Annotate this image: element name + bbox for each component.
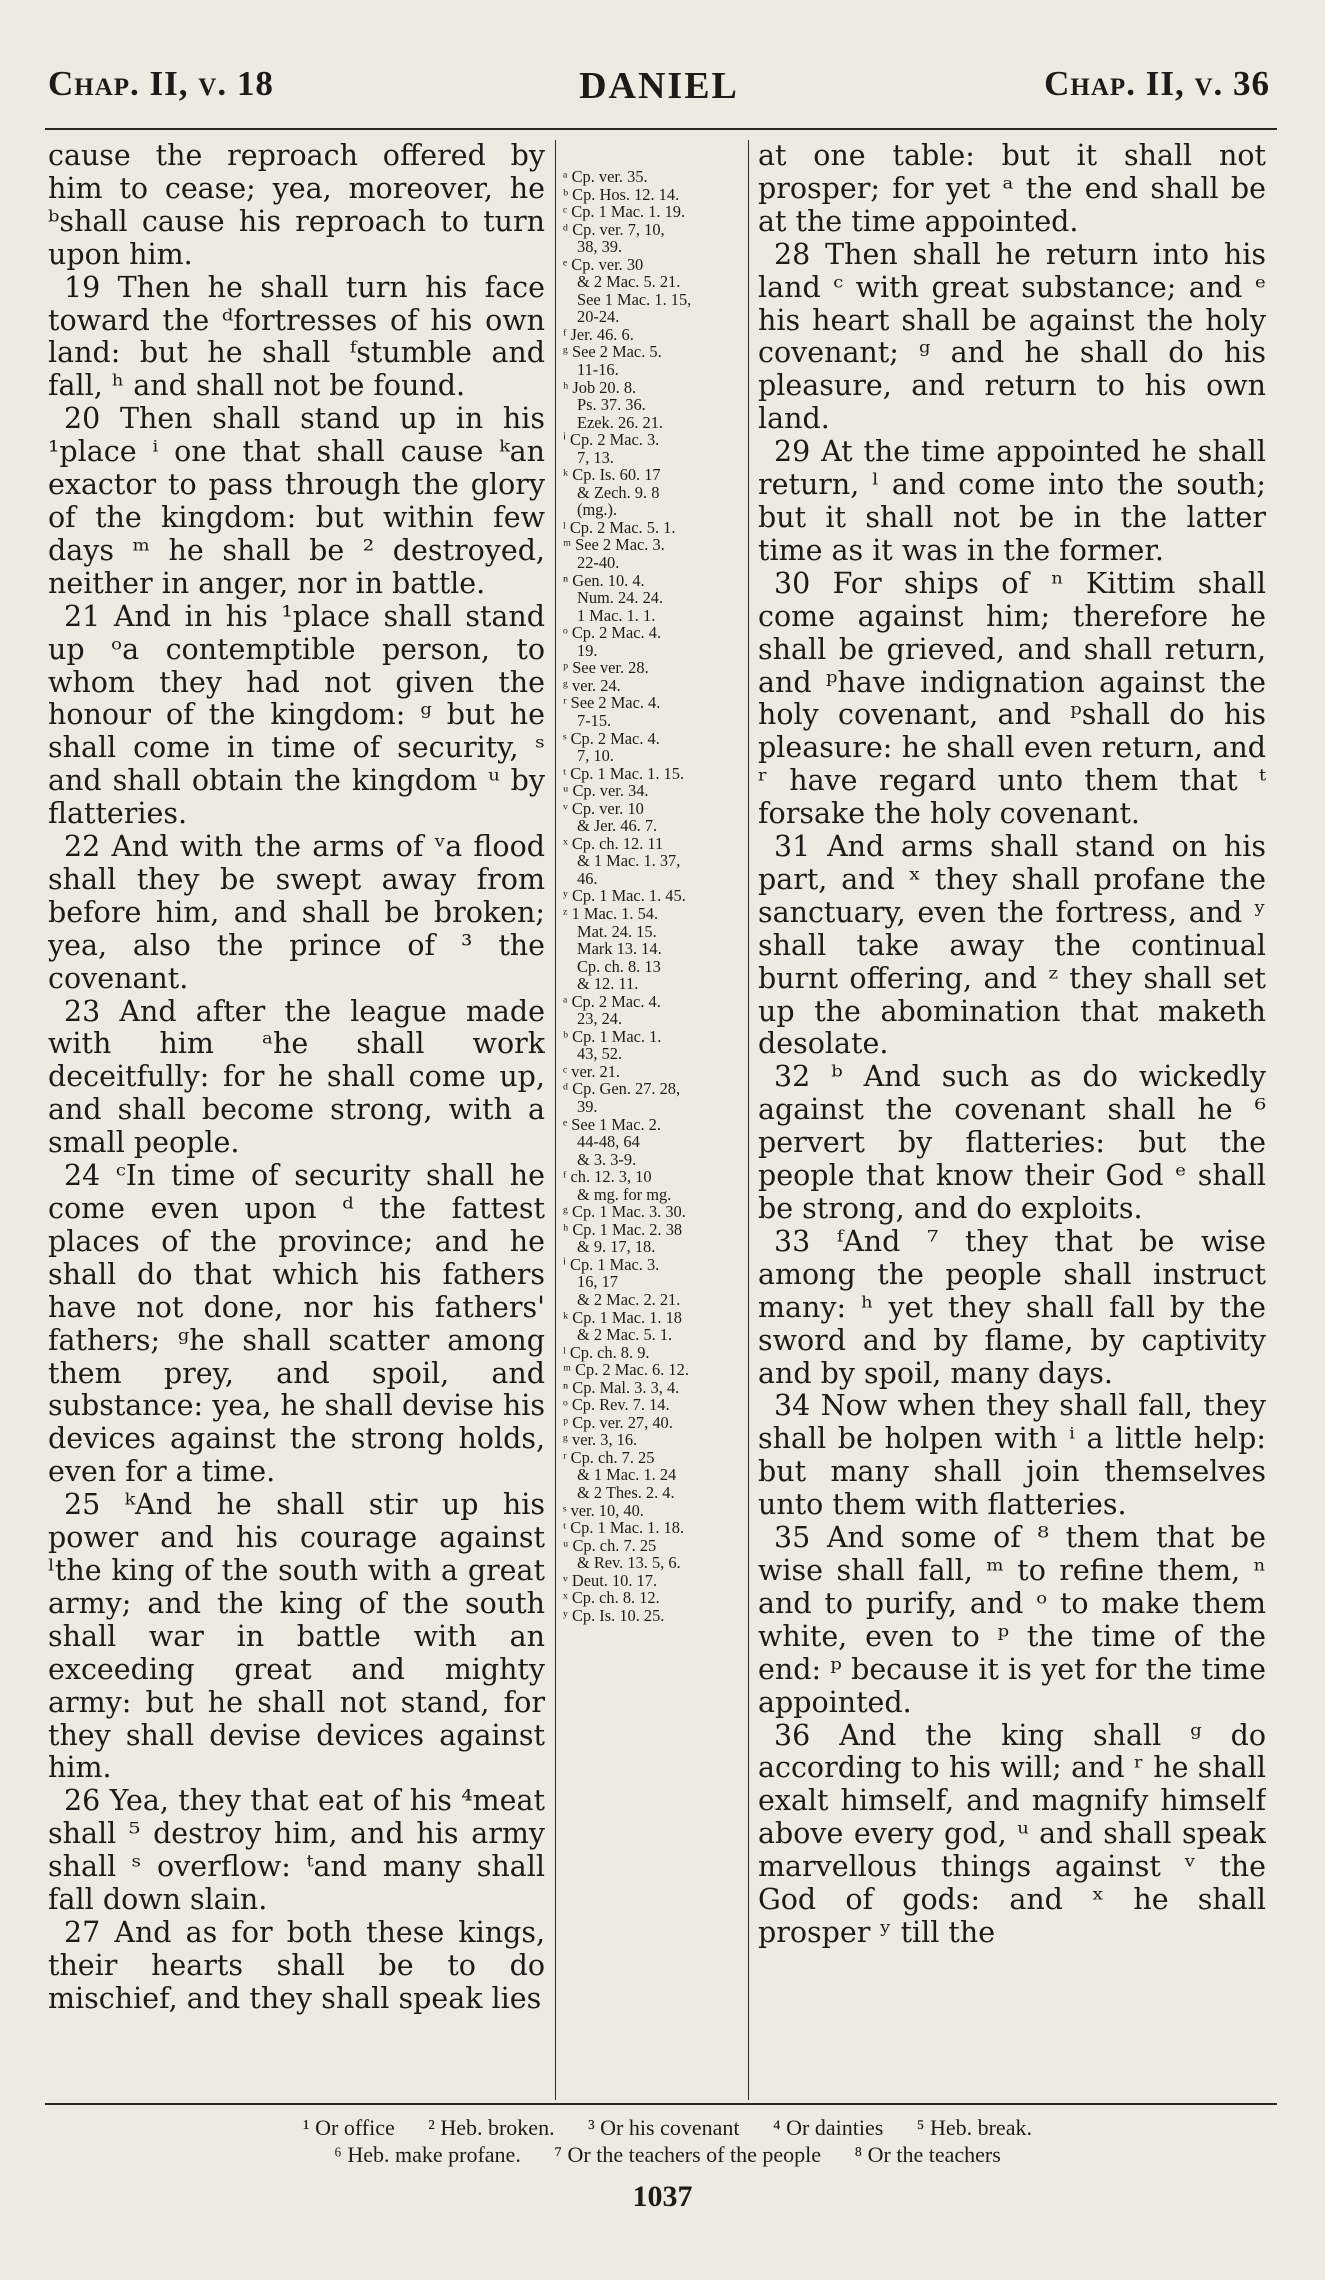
cross-reference-line: & 3. 3-9. <box>577 1149 637 1169</box>
verse-paragraph: 27 And as for both these kings, their hearts shall be to do mischief, and they shall speak lies <box>48 1915 545 2015</box>
cross-reference-line: & Rev. 13. 5, 6. <box>577 1553 681 1573</box>
cross-reference-line: & 2 Mac. 5. 1. <box>577 1325 673 1345</box>
verse-paragraph: 29 At the time appointed he shall return, ˡ and come into the south; but it shall not be in the latter time as it was in the former. <box>758 435 1266 567</box>
cross-reference-line: See 1 Mac. 1. 15, <box>577 289 692 309</box>
cross-reference-line: ʸ Cp. Is. 10. 25. <box>563 1605 665 1625</box>
cross-reference-line: Num. 24. 24. <box>577 588 664 608</box>
left-text-column <box>48 140 545 2096</box>
right-text-column <box>758 140 1266 2096</box>
cross-reference-line: & 1 Mac. 1. 37, <box>577 851 681 871</box>
cross-reference-line: ˣ Cp. ch. 8. 12. <box>563 1588 660 1608</box>
cross-reference-line: ᵐ Cp. 2 Mac. 6. 12. <box>563 1360 689 1380</box>
cross-reference-line: 7, 10. <box>577 746 614 766</box>
cross-reference-line: ᵒ Cp. Rev. 7. 14. <box>563 1395 670 1415</box>
cross-reference-line: ᵍ See 2 Mac. 5. <box>563 342 662 362</box>
verse-paragraph: 26 Yea, they that eat of his ⁴meat shall ⁵ destroy him, and his army shall ˢ overflow: ᵗand many shall fall down slain. <box>48 1784 545 1917</box>
cross-reference-line: ʰ Job 20. 8. <box>563 377 637 397</box>
cross-reference-line: ᶠ ch. 12. 3, 10 <box>563 1167 652 1187</box>
cross-reference-line: ⁱ Cp. 1 Mac. 3. <box>563 1254 660 1274</box>
cross-reference-line: 44-48, 64 <box>577 1132 640 1152</box>
cross-reference-line: ᵗ Cp. 1 Mac. 1. 15. <box>563 763 685 783</box>
footnote: ³ Or his covenant <box>588 2115 740 2140</box>
verse-paragraph: 36 And the king shall ᵍ do according to his will; and ʳ he shall exalt himself, and magnify himself above every god, ᵘ and shall speak marvellous things against ᵛ the God of gods: and ˣ he shall prosper ʸ till the <box>758 1718 1266 1949</box>
cross-reference-line: 38, 39. <box>577 237 623 257</box>
column-divider-right <box>748 140 749 2100</box>
book-title: DANIEL <box>579 65 739 107</box>
verse-paragraph: cause the reproach offered by him to cease; yea, moreover, he ᵇshall cause his reproach to turn upon him. <box>48 140 545 271</box>
verse-paragraph: 24 ᶜIn time of security shall he come even upon ᵈ the fattest places of the province; and he shall do that which his fathers have not done, nor his fathers' fathers; ᵍhe shall scatter among them prey, and spoil, and substance: yea, he shall devise his devices against the strong holds, even for a time. <box>48 1159 545 1489</box>
cross-reference-line: ᵘ Cp. ch. 7. 25 <box>563 1535 657 1555</box>
cross-reference-line: 39. <box>577 1096 598 1116</box>
cross-reference-line: ᵃ Cp. ver. 35. <box>563 168 648 186</box>
cross-reference-line: & mg. for mg. <box>577 1184 672 1204</box>
header-left-reference: Chap. II, v. 18 <box>48 64 274 103</box>
cross-reference-line: Cp. ch. 8. 13 <box>577 956 661 976</box>
cross-reference-line: ᵍ ver. 24. <box>563 675 621 695</box>
cross-reference-line: ᵈ Cp. Gen. 27. 28, <box>563 1079 681 1099</box>
header-right-reference: Chap. II, v. 36 <box>1044 64 1270 103</box>
cross-reference-line: & 2 Mac. 2. 21. <box>577 1290 681 1309</box>
cross-reference-line: ᵉ See 1 Mac. 2. <box>563 1114 661 1134</box>
footnote: ¹ Or office <box>303 2115 395 2140</box>
cross-reference-line: 7-15. <box>577 710 612 730</box>
cross-reference-line: ᶠ Jer. 46. 6. <box>563 324 634 344</box>
cross-reference-line: ˢ Cp. 2 Mac. 4. <box>563 728 660 748</box>
cross-reference-line: ⁱ Cp. 2 Mac. 3. <box>563 430 660 450</box>
verse-paragraph: 30 For ships of ⁿ Kittim shall come against him; therefore he shall be grieved, and shall return, and ᵖhave indignation against the holy covenant, and ᵖshall do his pleasure: he shall even return, and ʳ have regard unto them that ᵗ forsake the holy covenant. <box>758 566 1266 831</box>
cross-reference-line: Mat. 24. 15. <box>577 921 657 941</box>
cross-reference-line: ᵐ See 2 Mac. 3. <box>563 535 665 555</box>
cross-reference-line: ᵈ Cp. ver. 7, 10, <box>563 219 665 239</box>
cross-reference-line: 22-40. <box>577 553 620 573</box>
cross-reference-line: ᵛ Deut. 10. 17. <box>563 1570 658 1590</box>
cross-reference-line: ʸ Cp. 1 Mac. 1. 45. <box>563 886 686 906</box>
cross-reference-line: 1 Mac. 1. 1. <box>577 605 656 625</box>
cross-reference-line: Mark 13. 14. <box>577 939 662 959</box>
verse-paragraph: 22 And with the arms of ᵛa flood shall they be swept away from before him, and shall be broken; yea, also the prince of ³ the covenant. <box>48 830 545 995</box>
cross-reference-line: ᶜ ver. 21. <box>563 1061 620 1081</box>
cross-reference-line: Ezek. 26. 21. <box>577 412 664 432</box>
verse-paragraph: 34 Now when they shall fall, they shall be holpen with ⁱ a little help: but many shall join themselves unto them with flatteries. <box>758 1389 1266 1522</box>
page-number: 1037 <box>632 2180 693 2213</box>
cross-reference-line: & 9. 17, 18. <box>577 1237 656 1257</box>
header-rule <box>45 128 1277 130</box>
cross-reference-line: 16, 17 <box>577 1272 618 1292</box>
cross-reference-line: ᵏ Cp. Is. 60. 17 <box>563 465 661 485</box>
cross-reference-line: & 1 Mac. 1. 24 <box>577 1465 677 1485</box>
cross-reference-line: ᵏ Cp. 1 Mac. 1. 18 <box>563 1307 682 1327</box>
cross-reference-line: ᵍ Cp. 1 Mac. 3. 30. <box>563 1202 686 1222</box>
cross-reference-line: 43, 52. <box>577 1044 623 1064</box>
cross-reference-line: 11-16. <box>577 360 619 380</box>
verse-paragraph: 25 ᵏAnd he shall stir up his power and his courage against ˡthe king of the south with a great army; and the king of the south shall war in battle with an exceeding great and mighty army: but he shall not stand, for they shall devise devices against him. <box>48 1488 545 1785</box>
cross-reference-line: 23, 24. <box>577 1009 623 1029</box>
footnote: ⁵ Heb. break. <box>916 2115 1032 2140</box>
cross-reference-line: ˣ Cp. ch. 12. 11 <box>563 833 664 853</box>
cross-reference-line: ˡ Cp. ch. 8. 9. <box>563 1342 650 1362</box>
footnote: ⁴ Or dainties <box>772 2115 884 2140</box>
cross-reference-line: & 2 Mac. 5. 21. <box>577 272 681 292</box>
footnote-line-1 <box>60 2114 1275 2141</box>
cross-reference-line: & 2 Thes. 2. 4. <box>577 1483 675 1503</box>
cross-reference-line: ᵇ Cp. Hos. 12. 14. <box>563 184 680 204</box>
verse-paragraph: 20 Then shall stand up in his ¹place ⁱ one that shall cause ᵏan exactor to pass through the glory of the kingdom: but within few days ᵐ he shall be ² destroyed, neither in anger, nor in battle. <box>48 402 545 600</box>
verse-paragraph: 31 And arms shall stand on his part, and ˣ they shall profane the sanctuary, even the fortress, and ʸ shall take away the continual burnt offering, and ᶻ they shall set up the abomination that maketh desolate. <box>758 830 1266 1061</box>
running-header <box>48 64 1270 120</box>
cross-reference-line: ʳ Cp. ch. 7. 25 <box>563 1447 655 1467</box>
footnote: ² Heb. broken. <box>428 2115 555 2140</box>
verse-paragraph: 19 Then he shall turn his face toward the ᵈfortresses of his own land: but he shall ᶠstumble and fall, ʰ and shall not be found. <box>48 270 545 403</box>
verse-paragraph: 21 And in his ¹place shall stand up ᵒa contemptible person, to whom they had not given the honour of the kingdom: ᵍ but he shall come in time of security, ˢ and shall obtain the kingdom ᵘ by flatteries. <box>48 599 545 831</box>
cross-reference-line: & Zech. 9. 8 <box>577 482 660 502</box>
cross-reference-line: ᶜ Cp. 1 Mac. 1. 19. <box>563 202 686 222</box>
verse-paragraph: 23 And after the league made with him ᵃhe shall work deceitfully: for he shall come up, and shall become strong, with a small people. <box>48 994 545 1160</box>
cross-reference-line: ᵇ Cp. 1 Mac. 1. <box>563 1026 662 1046</box>
cross-reference-line: ᵍ ver. 3, 16. <box>563 1430 638 1450</box>
cross-reference-line: ᵉ Cp. ver. 30 <box>563 254 644 274</box>
cross-reference-line: ⁿ Cp. Mal. 3. 3, 4. <box>563 1377 680 1397</box>
verse-paragraph: at one table: but it shall not prosper; for yet ᵃ the end shall be at the time appointed. <box>758 140 1266 238</box>
verse-paragraph: 28 Then shall he return into his land ᶜ with great substance; and ᵉ his heart shall be against the holy covenant; ᵍ and he shall do his pleasure, and return to his own land. <box>758 237 1266 436</box>
cross-reference-line: ᵃ Cp. 2 Mac. 4. <box>563 991 661 1011</box>
cross-reference-line: 7, 13. <box>577 447 614 467</box>
cross-reference-line: 19. <box>577 640 598 660</box>
cross-reference-line: ᶻ 1 Mac. 1. 54. <box>563 903 659 923</box>
column-divider-left <box>555 140 556 2100</box>
cross-reference-line: ʳ See 2 Mac. 4. <box>563 693 661 713</box>
footnote-line-2 <box>60 2141 1275 2168</box>
cross-reference-line: ᵒ Cp. 2 Mac. 4. <box>563 623 662 643</box>
cross-reference-line: & Jer. 46. 7. <box>577 816 658 836</box>
verse-paragraph: 35 And some of ⁸ them that be wise shall fall, ᵐ to refine them, ⁿ and to purify, and ᵒ to make them white, even to ᵖ the time of the end: ᵖ because it is yet for the time appointed. <box>758 1521 1266 1719</box>
footnote: ⁷ Or the teachers of the people <box>554 2142 821 2167</box>
footnote: ⁸ Or the teachers <box>854 2142 1001 2167</box>
cross-reference-line: ʰ Cp. 1 Mac. 2. 38 <box>563 1219 683 1239</box>
cross-reference-line: 46. <box>577 868 598 888</box>
footnote: ⁶ Heb. make profane. <box>334 2142 521 2167</box>
verse-paragraph: 33 ᶠAnd ⁷ they that be wise among the people shall instruct many: ʰ yet they shall fall by the sword and by flame, by captivity and by spoil, many days. <box>758 1224 1266 1390</box>
cross-reference-line: ˢ ver. 10, 40. <box>563 1500 644 1520</box>
cross-reference-line: Ps. 37. 36. <box>577 395 646 415</box>
verse-paragraph: 32 ᵇ And such as do wickedly against the covenant shall he ⁶ pervert by flatteries: but the people that know their God ᵉ shall be strong, and do exploits. <box>758 1060 1266 1225</box>
cross-reference-line: ᵘ Cp. ver. 34. <box>563 781 649 801</box>
cross-reference-line: ᵖ Cp. ver. 27, 40. <box>563 1412 673 1432</box>
cross-reference-line: ˡ Cp. 2 Mac. 5. 1. <box>563 517 676 537</box>
footnotes <box>60 2114 1275 2168</box>
footnote-rule <box>45 2103 1277 2105</box>
cross-reference-line: 20-24. <box>577 307 620 327</box>
cross-reference-line: ᵛ Cp. ver. 10 <box>563 798 644 818</box>
cross-reference-line: & 12. 11. <box>577 974 639 994</box>
cross-reference-line: ᵗ Cp. 1 Mac. 1. 18. <box>563 1518 685 1538</box>
cross-reference-line: ⁿ Gen. 10. 4. <box>563 570 645 590</box>
cross-reference-column <box>563 168 745 2103</box>
cross-reference-line: (mg.). <box>577 500 618 520</box>
cross-reference-line: ᵖ See ver. 28. <box>563 658 649 678</box>
